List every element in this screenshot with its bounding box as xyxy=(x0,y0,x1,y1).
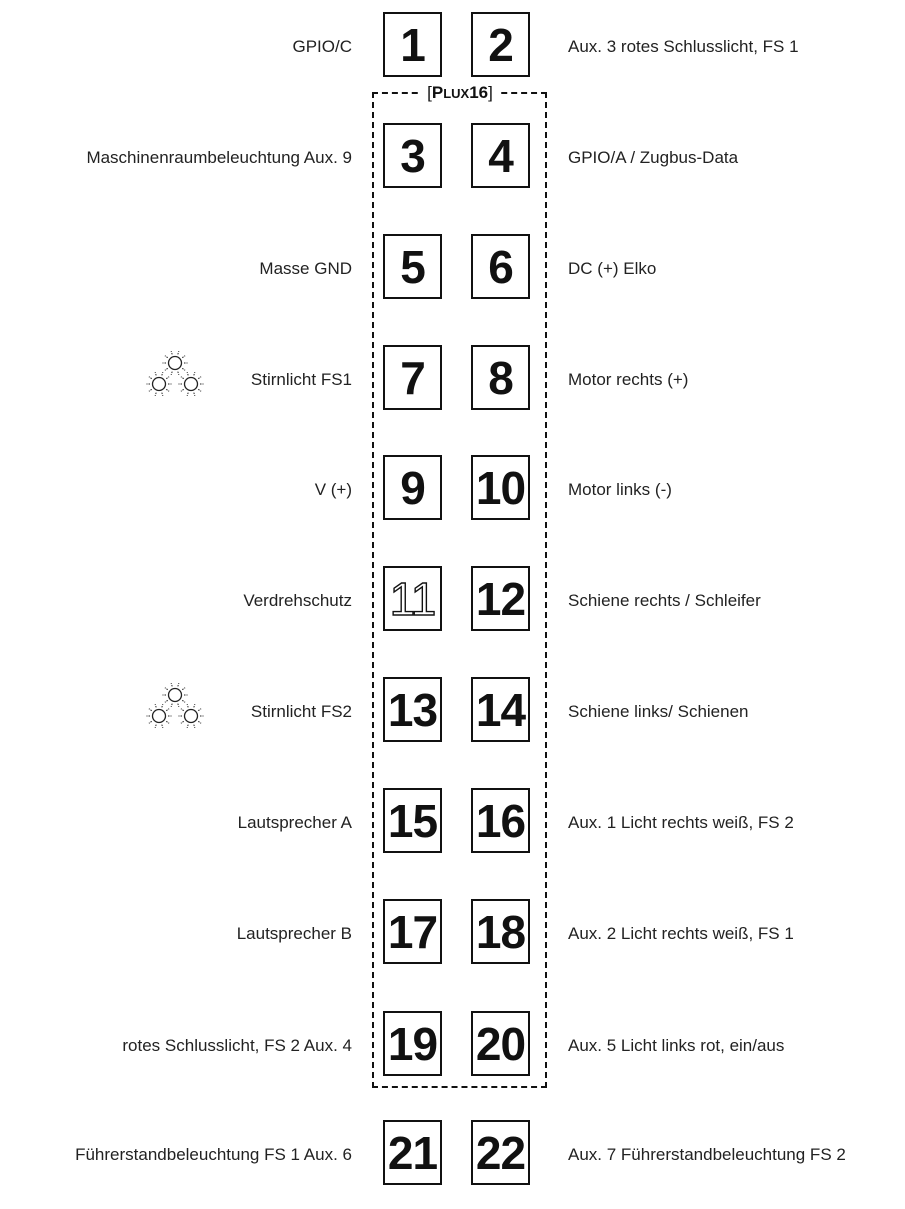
pin-6: 6 xyxy=(471,234,530,299)
pin-15: 15 xyxy=(383,788,442,853)
pin-label-17: Lautsprecher B xyxy=(236,924,352,943)
pin-label-1: GPIO/C xyxy=(292,37,352,56)
led-lights-icon xyxy=(130,347,220,407)
pin-13: 13 xyxy=(383,677,442,742)
pin-3: 3 xyxy=(383,123,442,188)
pin-label-19: rotes Schlusslicht, FS 2 Aux. 4 xyxy=(122,1036,352,1055)
pin-9: 9 xyxy=(383,455,442,520)
pin-7: 7 xyxy=(383,345,442,410)
pin-22: 22 xyxy=(471,1120,530,1185)
pin-label-11: Verdrehschutz xyxy=(243,591,352,610)
pin-4: 4 xyxy=(471,123,530,188)
pin-21: 21 xyxy=(383,1120,442,1185)
headlight-icon xyxy=(130,347,220,407)
pin-20: 20 xyxy=(471,1011,530,1076)
pin-10: 10 xyxy=(471,455,530,520)
pin-12: 12 xyxy=(471,566,530,631)
pin-18: 18 xyxy=(471,899,530,964)
pin-row-5-6 xyxy=(0,234,905,304)
pin-row-19-20 xyxy=(0,1011,905,1081)
pin-label-9: V (+) xyxy=(314,480,352,499)
pin-label-13: Stirnlicht FS2 xyxy=(250,702,352,721)
pin-row-7-8 xyxy=(0,345,905,415)
pin-label-6: DC (+) Elko xyxy=(568,259,657,278)
pin-5: 5 xyxy=(383,234,442,299)
pin-1: 1 xyxy=(383,12,442,77)
pin-19: 19 xyxy=(383,1011,442,1076)
pin-row-15-16 xyxy=(0,788,905,858)
pin-label-10: Motor links (-) xyxy=(568,480,672,499)
pin-row-17-18 xyxy=(0,899,905,969)
plux16-label: [PLUX16] xyxy=(420,82,500,104)
led-lights-icon xyxy=(130,679,220,739)
headlight-icon xyxy=(130,679,220,739)
pin-label-22: Aux. 7 Führerstandbeleuchtung FS 2 xyxy=(568,1145,846,1164)
pin-label-7: Stirnlicht FS1 xyxy=(250,370,352,389)
pin-label-21: Führerstandbeleuchtung FS 1 Aux. 6 xyxy=(75,1145,352,1164)
pin-label-3: Maschinenraumbeleuchtung Aux. 9 xyxy=(86,148,352,167)
pin-row-9-10 xyxy=(0,455,905,525)
pin-label-15: Lautsprecher A xyxy=(237,813,352,832)
pin-row-21-22 xyxy=(0,1120,905,1190)
pin-row-11-12 xyxy=(0,566,905,636)
pin-label-4: GPIO/A / Zugbus-Data xyxy=(568,148,739,167)
pin-2: 2 xyxy=(471,12,530,77)
pin-label-5: Masse GND xyxy=(259,259,352,278)
pin-14: 14 xyxy=(471,677,530,742)
pin-label-20: Aux. 5 Licht links rot, ein/aus xyxy=(568,1036,785,1055)
pin-label-2: Aux. 3 rotes Schlusslicht, FS 1 xyxy=(568,37,799,56)
pin-label-8: Motor rechts (+) xyxy=(568,370,689,389)
pin-row-3-4 xyxy=(0,123,905,193)
pin-row-1-2 xyxy=(0,12,905,82)
pin-16: 16 xyxy=(471,788,530,853)
pin-11: 11 xyxy=(383,566,442,631)
pin-8: 8 xyxy=(471,345,530,410)
pin-label-14: Schiene links/ Schienen xyxy=(568,702,749,721)
pin-label-12: Schiene rechts / Schleifer xyxy=(568,591,761,610)
pin-17: 17 xyxy=(383,899,442,964)
pin-row-13-14 xyxy=(0,677,905,747)
pin-label-16: Aux. 1 Licht rechts weiß, FS 2 xyxy=(568,813,794,832)
pin-label-18: Aux. 2 Licht rechts weiß, FS 1 xyxy=(568,924,794,943)
